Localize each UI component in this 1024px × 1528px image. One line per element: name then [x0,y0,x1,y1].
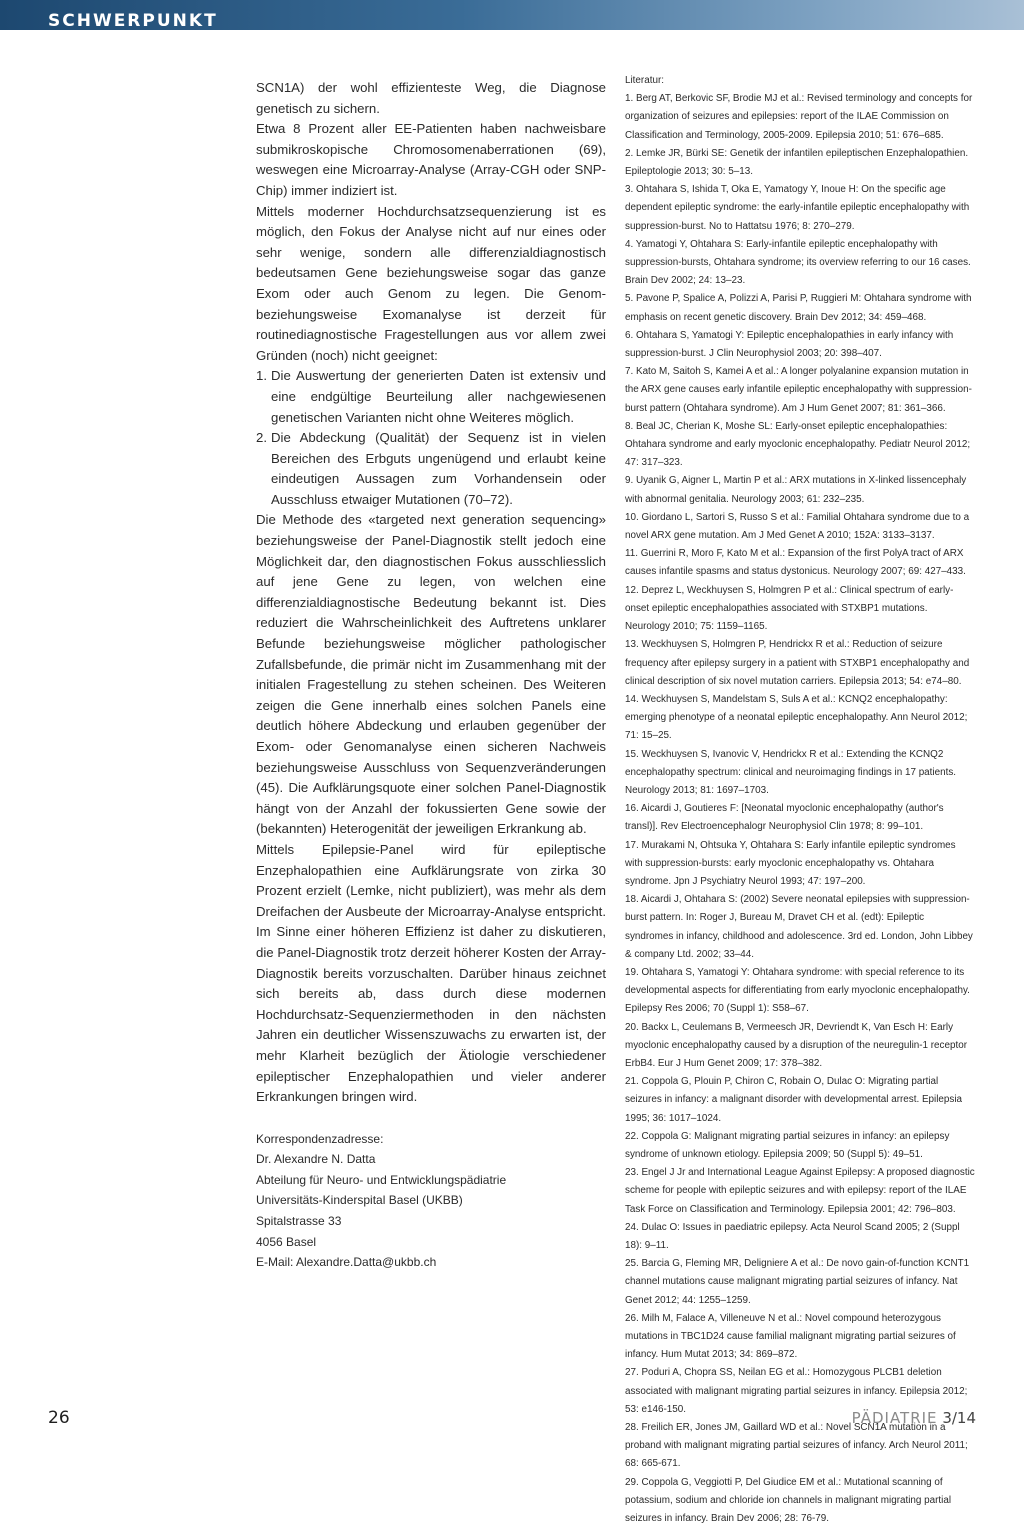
paragraph: Mittels Epilepsie-Panel wird für epileptische Enzephalopathien eine Aufklärungsrate von zirka 30 Prozent erzielt (Lemke, nicht publiziert), was mehr als dem Dreifachen der Ausbeute der Microarray-Analyse entspricht. Im Sinne einer höheren Effizienz ist daher zu diskutieren, die Panel-Diagnostik trotz derzeit höherer Kosten der Array-Diagnostik bereits vorzuschalten. Darüber hinaus zeichnet sich bereits ab, dass durch diese modernen Hochdurchsatz-Sequenziermethoden in den nächsten Jahren ein deutlicher Wissenszuwachs zu erwarten ist, der mehr Klarheit bezüglich der Ätiologie verschiedener epileptischer Enzephalopathien und vieler anderer Erkrankungen bringen wird. [256,841,606,1105]
reference-item: 10. Giordano L, Sartori S, Russo S et al.: Familial Ohtahara syndrome due to a novel ARX gene mutation. Am J Med Genet A 2010; 152A: 3133–3137. [625,511,970,542]
contact-street: Spitalstrasse 33 [256,1214,342,1229]
reference-item: 8. Beal JC, Cherian K, Moshe SL: Early-onset epileptic encephalopathies: Ohtahara syndrome and early myoclonic encephalopathy. Pediatr Neurol 2012; 47: 317–323. [625,420,971,469]
list-item-text: Die Auswertung der generierten Daten ist extensiv und eine endgültige Beurteilung aller nachgewiesenen genetischen Varianten nicht ohne Weiteres möglich. [271,368,606,425]
section-title: SCHWERPUNKT [48,11,218,31]
reference-item: 27. Poduri A, Chopra SS, Neilan EG et al.: Homozygous PLCB1 deletion associated with malignant migrating partial seizures in infancy. Epilepsia 2012; 53: e146-150. [625,1367,968,1415]
list-number: 2. [256,430,267,446]
reference-item: 23. Engel J Jr and International League Against Epilepsy: A proposed diagnostic scheme for people with epileptic seizures and with epilepsy: report of the ILAE Task Force on Classification and Terminology. Epilepsia 2001; 42: 796–803. [625,1167,975,1215]
reference-item: 5. Pavone P, Spalice A, Polizzi A, Parisi P, Ruggieri M: Ohtahara syndrome with emphasis on recent genetic discovery. Brain Dev 2012; 34: 459–468. [625,293,972,323]
reference-item: 13. Weckhuysen S, Holmgren P, Hendrickx R et al.: Reduction of seizure frequency after epilepsy surgery in a patient with STXBP1 encephalopathy and clinical description of six novel mutation carriers. Epilepsia 2013; 54: e74–80. [625,639,970,687]
contact-department: Abteilung für Neuro- und Entwicklungspädiatrie [256,1172,507,1187]
reference-item: 26. Milh M, Falace A, Villeneuve N et al.: Novel compound heterozygous mutations in TBC1D24 cause familial malignant migrating partial seizures of infancy. Hum Mutat 2013; 34: 869–872. [625,1312,956,1361]
reference-list [625,90,975,1528]
contact-email: E-Mail: Alexandre.Datta@ukbb.ch [256,1255,437,1270]
reference-item: 4. Yamatogi Y, Ohtahara S: Early-infantile epileptic encephalopathy with suppression-bursts, Ohtahara syndrome; its overview referring to our 16 cases. Brain Dev 2002; 24: 13–23. [625,238,971,287]
contact-city: 4056 Basel [256,1234,317,1249]
reference-item: 16. Aicardi J, Goutieres F: [Neonatal myoclonic encephalopathy (author's transl)]. Rev Electroencephalogr Neurophysiol Clin 1978; 8: 99–101. [625,803,944,833]
references-heading: Literatur: [625,75,664,86]
reference-item: 19. Ohtahara S, Yamatogi Y: Ohtahara syndrome: with special reference to its developmental aspects for differentiating from early myoclonic encephalopathy. Epilepsy Res 2006; 70 (Suppl 1): S58–67. [625,966,970,1015]
reference-item: 15. Weckhuysen S, Ivanovic V, Hendrickx R et al.: Extending the KCNQ2 encephalopathy spectrum: clinical and neuroimaging findings in 17 patients. Neurology 2013; 81: 1697–1703. [625,748,957,796]
reference-item: 21. Coppola G, Plouin P, Chiron C, Robain O, Dulac O: Migrating partial seizures in infancy: a malignant disorder with developmental arrest. Epilepsia 1995; 36: 1017–1024. [625,1076,963,1124]
reference-item: 22. Coppola G: Malignant migrating partial seizures in infancy: an epilepsy syndrome of unknown etiology. Epilepsia 2009; 50 (Suppl 5): 49–51. [625,1130,950,1160]
reference-item: 2. Lemke JR, Bürki SE: Genetik der infantilen epileptischen Enzephalopathien. Epileptologie 2013; 30: 5–13. [625,147,969,178]
reference-item: 25. Barcia G, Fleming MR, Deligniere A et al.: De novo gain-of-function KCNT1 channel mutations cause malignant migrating partial seizures of infancy. Nat Genet 2012; 44: 1255–1259. [625,1258,970,1306]
reference-item: 3. Ohtahara S, Ishida T, Oka E, Yamatogy Y, Inoue H: On the specific age dependent epileptic syndrome: the early-infantile epileptic encephalopathy with suppression-burst. No to Hattatsu 1976; 8: 270–279. [625,184,970,232]
correspondence-address [256,1129,606,1273]
list-item [256,428,606,510]
list-item-text: Die Abdeckung (Qualität) der Sequenz ist in vielen Bereichen des Erbguts ungenügend und erlaubt keine eindeutigen Aussagen zum Vorhandensein oder Ausschluss etwaiger Mutationen (70–72). [271,430,606,507]
journal-footer [852,1409,976,1427]
reference-item: 18. Aicardi J, Ohtahara S: (2002) Severe neonatal epilepsies with suppression-burst pattern. In: Roger J, Bureau M, Dravet CH et al. (edt): Epileptic syndromes in infancy, childhood and adolescence. 3rd ed. London, John Libbey & company Ltd. 2002; 33–44. [625,894,973,960]
section-header-bar [0,0,1024,30]
page-number: 26 [48,1408,70,1428]
paragraph: SCN1A) der wohl effizienteste Weg, die Diagnose genetisch zu sichern. [256,80,606,116]
reference-item: 20. Backx L, Ceulemans B, Vermeesch JR, Devriendt K, Van Esch H: Early myoclonic encephalopathy caused by a disruption of the neuregulin-1 receptor ErbB4. Eur J Hum Genet 2009; 17: 378–382. [625,1021,967,1069]
paragraph: Die Methode des «targeted next generation sequencing» beziehungsweise der Panel-Diagnostik stellt jedoch eine Möglichkeit dar, den diagnostischen Fokus ausschliesslich auf jene Gene zu legen, von welchen eine differenzialdiagnostische Bedeutung bekannt ist. Dies reduziert die Wahrscheinlichkeit des Auftretens unklarer Befunde beziehungsweise möglicher pathologischer Zufallsbefunde, die primär nicht im Zusammenhang mit der initialen Fragestellung zu stehen scheinen. Des Weiteren zeigen die Gene innerhalb eines solchen Panels eine deutlich höhere Abdeckung und erlauben gegenüber der Exom- oder Genomanalyse einen sicheren Nachweis beziehungsweise Ausschluss von Sequenzveränderungen (45). Die Aufklärungsquote einer solchen Panel-Diagnostik hängt von der Anzahl der fokussierten Gene sowie der (bekannten) Heterogenität der jeweiligen Erkrankung ab. [256,512,606,837]
reference-item: 14. Weckhuysen S, Mandelstam S, Suls A et al.: KCNQ2 encephalopathy: emerging phenotype of a neonatal epileptic encephalopathy. Ann Neurol 2012; 71: 15–25. [625,693,968,742]
references-column [625,72,975,1528]
numbered-list [256,366,606,510]
contact-heading: Korrespondenzadresse: [256,1131,384,1146]
list-item [256,366,606,428]
contact-hospital: Universitäts-Kinderspital Basel (UKBB) [256,1193,463,1208]
reference-item: 17. Murakami N, Ohtsuka Y, Ohtahara S: Early infantile epileptic syndromes with suppression-bursts: early myoclonic encephalopathy vs. Ohtahara syndrome. Jpn J Psychiatry Neurol 1993; 47: 197–200. [625,839,956,887]
list-number: 1. [256,368,267,384]
journal-issue: 3/14 [942,1409,976,1427]
reference-item: 1. Berg AT, Berkovic SF, Brodie MJ et al.: Revised terminology and concepts for organization of seizures and epilepsies: report of the ILAE Commission on Classification and Terminology, 2005-2009. Epilepsia 2010; 51: 676–685. [625,93,973,141]
reference-item: 9. Uyanik G, Aigner L, Martin P et al.: ARX mutations in X-linked lissencephaly with abnormal genitalia. Neurology 2003; 61: 232–235. [625,475,967,505]
reference-item: 29. Coppola G, Veggiotti P, Del Giudice EM et al.: Mutational scanning of potassium, sodium and chloride ion channels in malignant migrating partial seizures in infancy. Brain Dev 2006; 28: 76-79. [625,1476,952,1525]
main-text-column [256,78,606,1273]
journal-name: PÄDIATRIE [851,1409,938,1427]
contact-name: Dr. Alexandre N. Datta [256,1152,376,1167]
paragraph: Mittels moderner Hochdurchsatzsequenzierung ist es möglich, den Fokus der Analyse nicht auf nur eines oder sehr wenige, sondern alle differenzialdiagnostisch bedeutsamen Gene beziehungsweise sogar das ganze Exom oder auch Genom zu legen. Die Genom- beziehungsweise Exomanalyse ist derzeit für routinediagnostische Fragestellungen aus vor allem zwei Gründen (noch) nicht geeignet: [256,203,606,363]
reference-item: 7. Kato M, Saitoh S, Kamei A et al.: A longer polyalanine expansion mutation in the ARX gene causes early infantile epileptic encephalopathy with suppression-burst pattern (Ohtahara syndrome). Am J Hum Genet 2007; 81: 361–366. [625,366,972,414]
reference-item: 6. Ohtahara S, Yamatogi Y: Epileptic encephalopathies in early infancy with suppression-burst. J Clin Neurophysiol 2003; 20: 398–407. [625,329,954,360]
reference-item: 28. Freilich ER, Jones JM, Gaillard WD et al.: Novel SCN1A mutation in a proband with malignant migrating partial seizures of infancy. Arch Neurol 2011; 68: 665-671. [625,1422,968,1470]
reference-item: 24. Dulac O: Issues in paediatric epilepsy. Acta Neurol Scand 2005; 2 (Suppl 18): 9–11. [625,1221,960,1251]
paragraph: Etwa 8 Prozent aller EE-Patienten haben nachweisbare submikroskopische Chromosomenaberrationen (69), weswegen eine Microarray-Analyse (Array-CGH oder SNP-Chip) immer indiziert ist. [256,121,606,198]
reference-item: 11. Guerrini R, Moro F, Kato M et al.: Expansion of the first PolyA tract of ARX causes infantile spasms and status dystonicus. Neurology 2007; 69: 427–433. [625,548,966,578]
reference-item: 12. Deprez L, Weckhuysen S, Holmgren P et al.: Clinical spectrum of early-onset epileptic encephalopathies associated with STXBP1 mutations. Neurology 2010; 75: 1159–1165. [625,584,954,633]
